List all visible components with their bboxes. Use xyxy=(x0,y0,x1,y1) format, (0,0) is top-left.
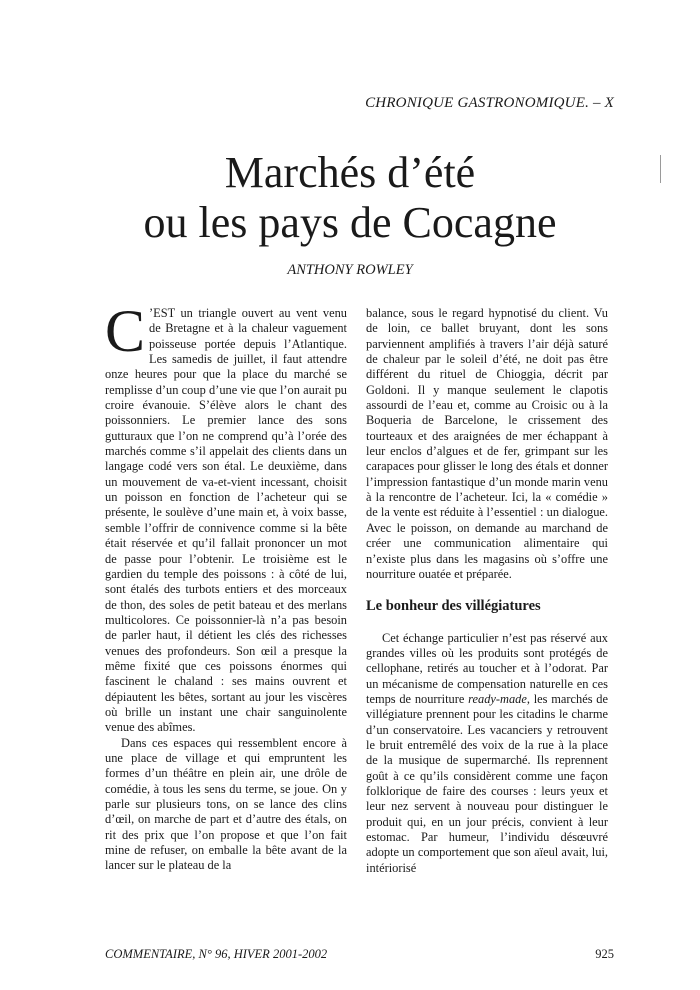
author-byline: ANTHONY ROWLEY xyxy=(287,262,413,278)
right-paragraph-2-text-a: Cet échange particulier n’est pas réservé aux grandes villes où les produits sont protégés de cellophane, retirés au toucher et à l’odorat. Par un mécanisme de compensation naturelle en ces temps de nourriture xyxy=(366,630,608,706)
right-paragraph-1: balance, sous le regard hypnotisé du client. Vu de loin, ce ballet bruyant, dont les sons parviennent amplifiés à travers l’air déjà saturé de chaleur par le soleil d’été, ne doit pas être différent du rituel de Chioggia, décrit par Goldoni. Il y manque seulement le clapotis assourdi de l’eau et, comme au Croisic ou à la Boqueria de Barcelone, le crissement des tourteaux et des araignées de mer échappant à leur enclos d’algues et de fer, grimpant sur les carapaces pour glisser le long des étals et donner l’impression fantastique d’un monde marin venu à la rencontre de l’acheteur. Ici, la « comédie » de la vente est réduite à l’essentiel : un dialogue. Avec le poisson, on demande au marchand de créer une communication alimentaire qui n’existe plus dans les magasins où s’offre une nourriture ouatée et préparée. xyxy=(366,306,608,581)
drop-cap: C xyxy=(105,298,146,364)
right-paragraph-2-text-b: , les marchés de villégiature prennent pour les citadins le charme d’un conservatoire. Les vacanciers y retrouvent le bruit entremêlé des voix de la rue à la place de la musique de supermarché. Ils reprennent goût à ce qu’ils considèrent comme une façon folklorique de faire des courses : leurs yeux et leur nez servent à nouveau pour distinguer le produit qui, en un jour précis, convient à leur estomac. Par humeur, l’individu désœuvré adopte un comportement que son aïeul avait, lui, intériorisé xyxy=(366,691,608,875)
left-paragraph-1-text: ’EST un triangle ouvert au vent venu de Bretagne et à la chaleur vaguement poisseuse portée depuis l’Atlantique. Les samedis de juillet, il faut attendre onze heures pour que la place du marché se remplisse d’un coup d’une vie que l’on aurait pu croire évanouie. S’élève alors le chant des poissonniers. Le premier lance des sons gutturaux que l’on ne comprend qu’à l’orée des marchés comme s’il appelait des clients dans un langage codé vers son étal. Le deuxième, dans un mouvement de va-et-vient incessant, choisit un poisson en fonction de l’acheteur qui se présente, le soulève d’une main et, à voix basse, semble l’offrir de connivence comme si la bête était réservée et qu’il fallait prononcer un mot de passe pour l’obtenir. Le troisième est le gardien du temple des poissons : à côté de lui, sont étalés des turbots entiers et des morceaux de thon, des soles de petit bateau et des merlans multicolores. Ce poissonnier-là n’a pas besoin de parler haut, il détient les clés des richesses venues des profondeurs. Son œil a presque la même fixité que ces poissons énormes qui fascinent le chaland : ses mains ouvrent et dépiautent les bêtes, sortant au jour les viscères où brille un instant une chair sanguinolente venue des abîmes. xyxy=(105,306,347,735)
title-line-1: Marchés d’été xyxy=(224,148,476,197)
article-title xyxy=(0,148,700,248)
right-paragraph-2 xyxy=(366,631,608,877)
page-number: 925 xyxy=(595,947,614,961)
running-head: CHRONIQUE GASTRONOMIQUE. – X xyxy=(365,95,614,111)
left-paragraph-2: Dans ces espaces qui ressemblent encore à une place de village et qui empruntent les formes d’un théâtre en plein air, une drôle de comédie, à tous les sens du terme, se joue. On y parle sur plusieurs tons, on se lance des clins d’œil, on marche de part et d’autre des étals, on rit des prix que l’on propose et que l’on fait mine de refuser, on emballe la bête avant de la lancer sur le plateau de la xyxy=(105,735,347,873)
title-line-2: ou les pays de Cocagne xyxy=(143,198,557,247)
right-column xyxy=(366,306,608,876)
left-paragraph-1 xyxy=(105,298,347,736)
journal-footer: COMMENTAIRE, N° 96, HIVER 2001-2002 xyxy=(105,947,328,961)
left-column xyxy=(105,298,347,874)
right-paragraph-2-emphasis: ready-made xyxy=(468,691,527,706)
section-heading: Le bonheur des villégiatures xyxy=(366,598,541,615)
